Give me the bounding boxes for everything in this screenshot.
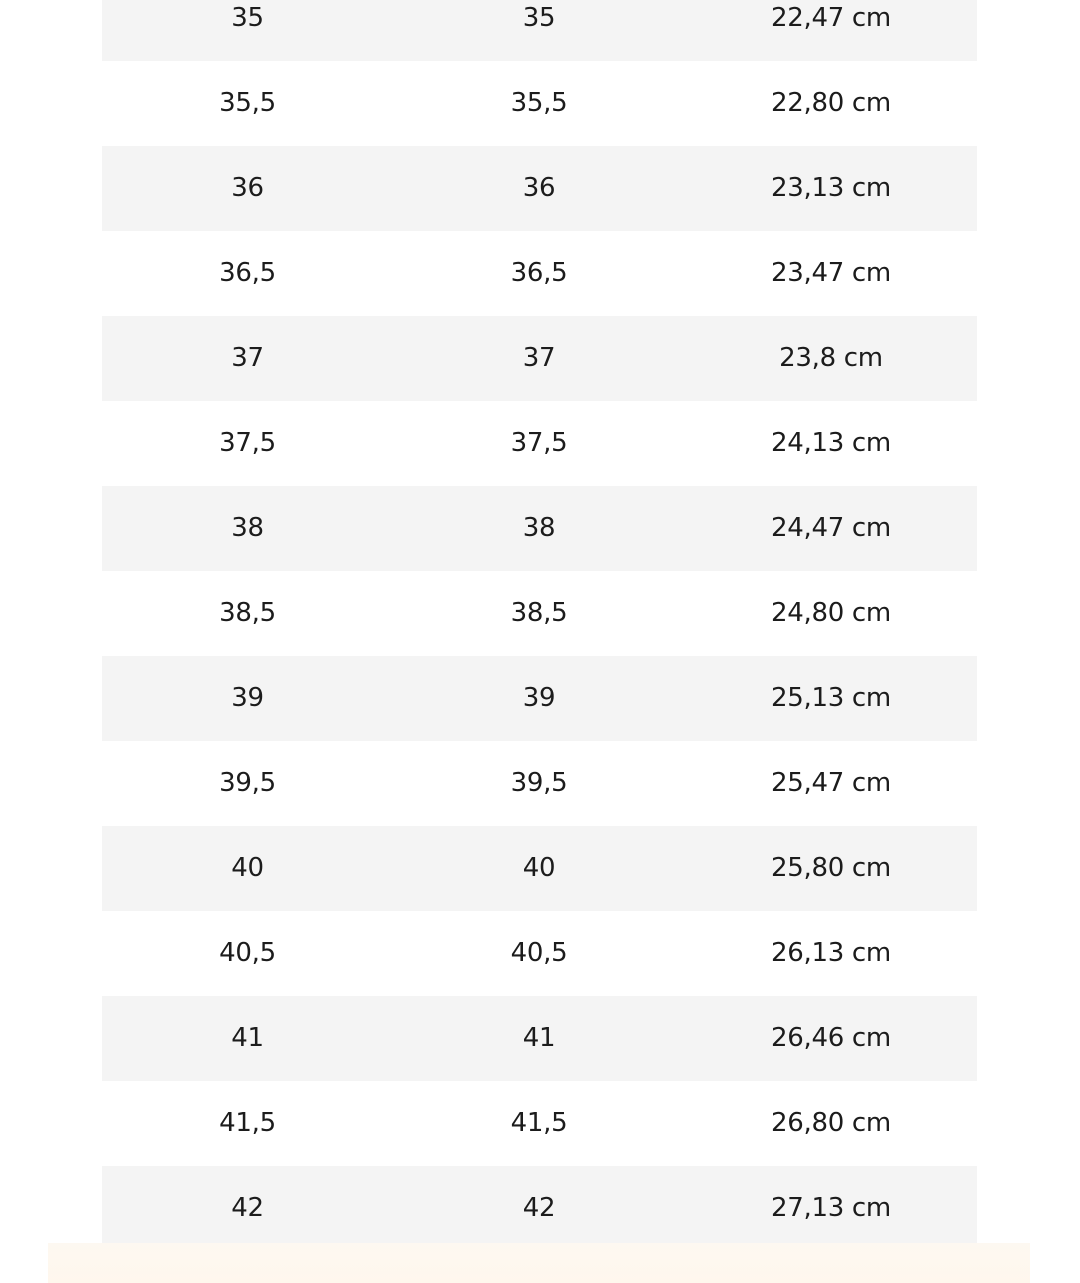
table-row: [102, 996, 977, 1081]
foot-length-cell: 26,80 cm: [771, 1108, 891, 1138]
foot-length-cell: 23,13 cm: [771, 173, 891, 203]
foot-length-cell: 23,47 cm: [771, 258, 891, 288]
size-alt-cell: 40,5: [510, 938, 568, 968]
size-alt-cell: 38,5: [510, 598, 568, 628]
table-row: [102, 231, 977, 316]
foot-length-cell: 24,80 cm: [771, 598, 891, 628]
foot-length-cell: 22,80 cm: [771, 88, 891, 118]
size-alt-cell: 37,5: [510, 428, 568, 458]
size-alt-cell: 42: [522, 1193, 556, 1223]
size-eu-cell: 42: [231, 1193, 264, 1223]
table-row: [102, 656, 977, 741]
size-eu-cell: 39,5: [219, 768, 276, 798]
foot-length-cell: 24,47 cm: [771, 513, 891, 543]
foot-length-cell: 22,47 cm: [771, 3, 891, 33]
table-row: [102, 1081, 977, 1166]
bottom-banner: [48, 1243, 1030, 1283]
size-alt-cell: 41,5: [510, 1108, 568, 1138]
table-row: [102, 911, 977, 996]
table-row: [102, 316, 977, 401]
table-row: [102, 741, 977, 826]
table-row: [102, 486, 977, 571]
size-alt-cell: 36,5: [510, 258, 568, 288]
size-alt-cell: 36: [522, 173, 556, 203]
size-alt-cell: 35: [522, 3, 556, 33]
size-eu-cell: 35,5: [219, 88, 276, 118]
size-eu-cell: 41: [231, 1023, 264, 1053]
foot-length-cell: 23,8 cm: [779, 343, 883, 373]
table-row: [102, 61, 977, 146]
size-table: [102, 0, 977, 1251]
size-alt-cell: 41: [522, 1023, 556, 1053]
size-eu-cell: 36,5: [219, 258, 276, 288]
foot-length-cell: 25,13 cm: [771, 683, 891, 713]
table-row: [102, 401, 977, 486]
foot-length-cell: 25,80 cm: [771, 853, 891, 883]
size-eu-cell: 39: [231, 683, 264, 713]
size-eu-cell: 37: [231, 343, 264, 373]
size-alt-cell: 40: [522, 853, 556, 883]
size-alt-cell: 39,5: [510, 768, 568, 798]
table-row: [102, 0, 977, 61]
foot-length-cell: 27,13 cm: [771, 1193, 891, 1223]
size-eu-cell: 40,5: [219, 938, 276, 968]
size-alt-cell: 35,5: [510, 88, 568, 118]
table-row: [102, 826, 977, 911]
size-alt-cell: 37: [522, 343, 556, 373]
size-eu-cell: 38: [231, 513, 264, 543]
size-alt-cell: 39: [522, 683, 556, 713]
size-eu-cell: 36: [231, 173, 264, 203]
size-eu-cell: 38,5: [219, 598, 276, 628]
table-row: [102, 1166, 977, 1251]
foot-length-cell: 25,47 cm: [771, 768, 891, 798]
size-eu-cell: 41,5: [219, 1108, 276, 1138]
size-eu-cell: 35: [231, 3, 264, 33]
foot-length-cell: 26,13 cm: [771, 938, 891, 968]
size-alt-cell: 38: [522, 513, 556, 543]
table-row: [102, 571, 977, 656]
table-row: [102, 146, 977, 231]
size-eu-cell: 37,5: [219, 428, 276, 458]
size-eu-cell: 40: [231, 853, 264, 883]
foot-length-cell: 26,46 cm: [771, 1023, 891, 1053]
foot-length-cell: 24,13 cm: [771, 428, 891, 458]
